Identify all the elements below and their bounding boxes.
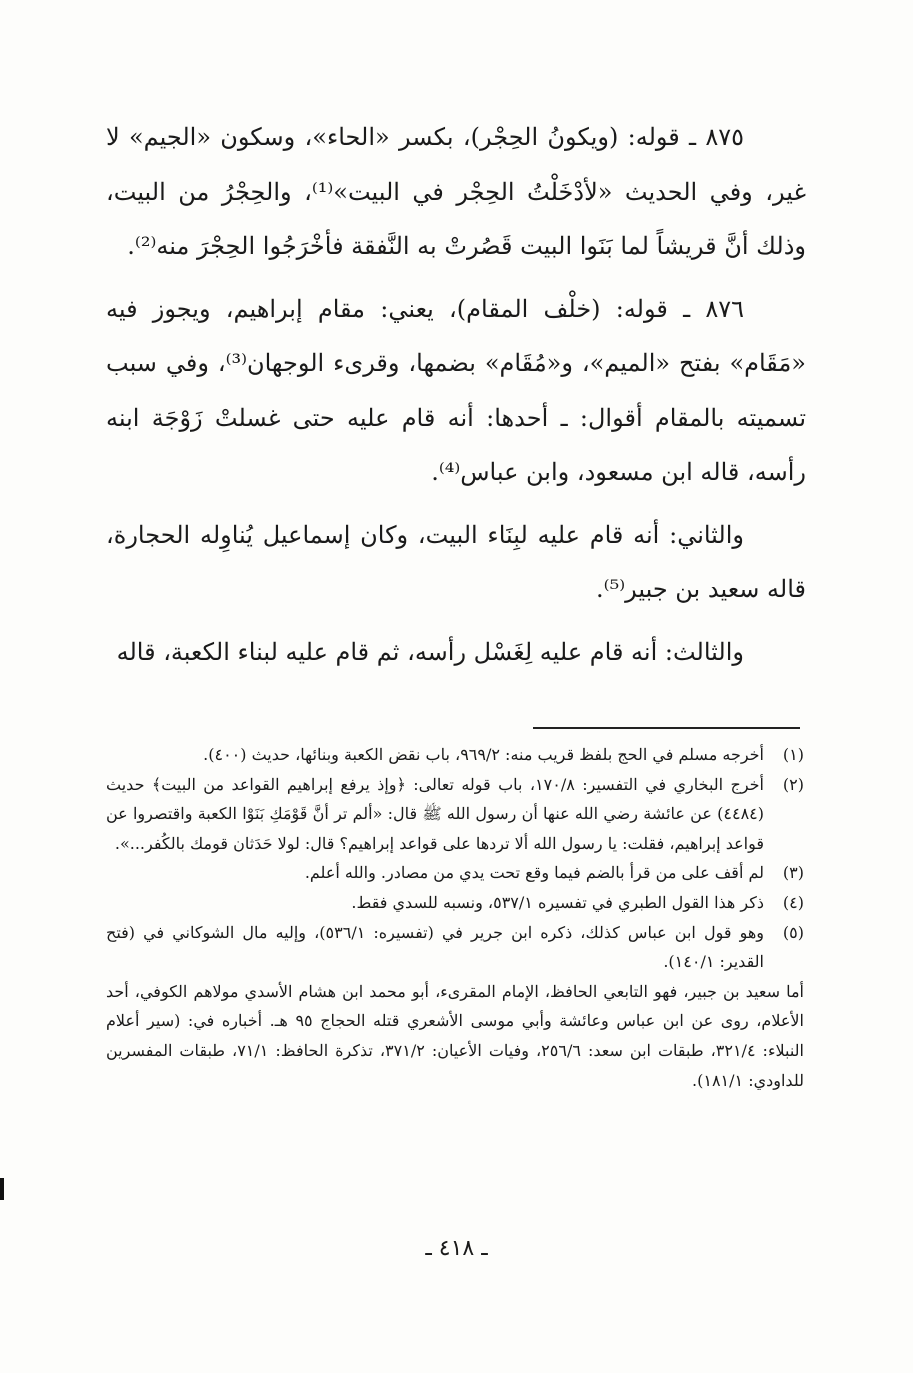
footnote-text: أخرجه مسلم في الحج بلفظ قريب منه: ٩٦٩/٢، باب نقض الكعبة وبنائها، حديث (٤٠٠). xyxy=(203,745,764,764)
paragraph-875: ٨٧٥ ـ قوله: (ويكونُ الحِجْر)، بكسر «الحاء»، وسكون «الجيم» لا غير، وفي الحديث «لأدْخَلْتُ الحِجْر في البيت»⁽¹⁾، والحِجْرُ من البيت، وذلك أنَّ قريشاً لما بَنَوا البيت قَصُرتْ به النَّفقة فأخْرَجُوا الحِجْرَ منه⁽²⁾. xyxy=(106,123,806,260)
footnote-number: (١) xyxy=(782,745,804,764)
footnote-5-continuation: أما سعيد بن جبير، فهو التابعي الحافظ، الإمام المقرىء، أبو محمد ابن هشام الأسدي مولاهم الكوفي، أحد الأعلام، روى عن ابن عباس وعائشة وأبي موسى الأشعري قتله الحجاج ٩٥ هـ. أخباره في: (سير أعلام النبلاء: ٣٢١/٤، طبقات ابن سعد: ٢٥٦/٦، وفيات الأعيان: ٣٧١/٢، تذكرة الحافظ: ٧١/١، طبقات المفسرين للداودي: ١٨١/١). xyxy=(106,981,805,1090)
paragraph-876: ٨٧٦ ـ قوله: (خلْف المقام)، يعني: مقام إبراهيم، ويجوز فيه «مَقَام» بفتح «الميم»، و«مُقَام» بضمها، وقرىء الوجهان⁽³⁾، وفي سبب تسميته بالمقام أقوال: ـ أحدها: أنه قام عليه حتى غسلتْ زَوْجَة ابنه رأسه، قاله ابن مسعود، وابن عباس⁽⁴⁾. xyxy=(106,294,806,486)
footnote-text: لم أقف على من قرأ بالضم فيما وقع تحت يدي من مصادر. والله أعلم. xyxy=(304,863,764,883)
paragraph-second-opinion: والثاني: أنه قام عليه لبِنَاء البيت، وكان إسماعيل يُناوِله الحجارة، قاله سعيد بن جبير⁽⁵⁾. xyxy=(106,520,806,603)
paragraph-third-opinion: والثالث: أنه قام عليه لِغَسْل رأسه، ثم قام عليه لبناء الكعبة، قاله xyxy=(116,637,744,666)
scan-edge-mark xyxy=(0,1178,4,1200)
footnote-2 xyxy=(106,770,804,859)
main-text xyxy=(106,110,806,687)
footnote-number: (٣) xyxy=(782,863,804,883)
footnote-5 xyxy=(106,918,804,977)
footnote-number: (٢) xyxy=(782,774,804,794)
footnote-number: (٥) xyxy=(782,922,804,942)
page-number: ـ ٤١٨ ـ xyxy=(425,1236,488,1261)
footnotes xyxy=(106,740,804,1095)
footnote-1 xyxy=(106,740,804,770)
footnote-text: ذكر هذا القول الطبري في تفسيره ٥٣٧/١، ونسبه للسدي فقط. xyxy=(351,892,764,912)
footnote-4 xyxy=(106,888,804,918)
footnote-separator xyxy=(533,727,800,729)
footnote-3 xyxy=(106,858,804,888)
footnote-text: وهو قول ابن عباس كذلك، ذكره ابن جرير في (تفسيره: ٥٣٦/١)، وإليه مال الشوكاني في (فتح القدير: ١٤٠/١). xyxy=(106,922,765,972)
footnote-text: أخرج البخاري في التفسير: ١٧٠/٨، باب قوله تعالى: ﴿وإذ يرفع إبراهيم القواعد من البيت﴾ حديث (٤٤٨٤) عن عائشة رضي الله عنها أن رسول الله ﷺ قال: «ألم تر أنَّ قَوْمَكِ بَنَوْا الكعبة واقتصروا عن قواعد إبراهيم، فقلت: يا رسول الله ألا تردها على قواعد إبراهيم؟ قال: لولا حَدَثان قومك بالكُفر...». xyxy=(106,774,765,853)
footnote-number: (٤) xyxy=(782,892,804,912)
